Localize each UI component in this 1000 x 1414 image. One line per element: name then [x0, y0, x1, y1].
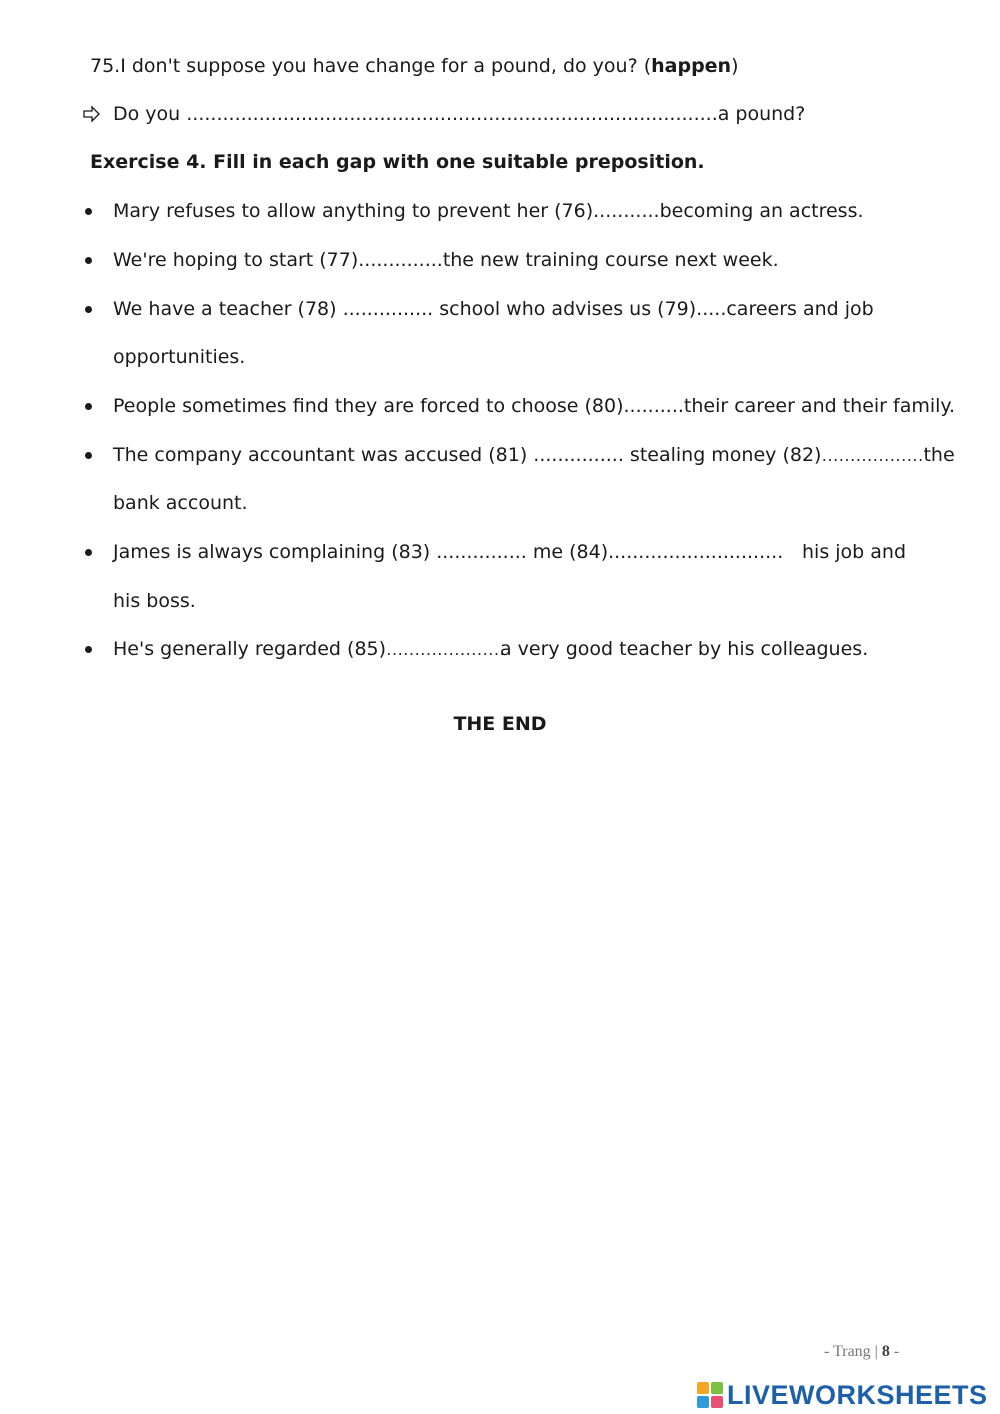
item-84-text: his job and	[802, 541, 907, 563]
question-75-answer	[113, 101, 805, 127]
list-item: People sometimes find they are forced to choose (80)..........their career and their family.	[113, 395, 956, 417]
page-number	[824, 1343, 899, 1361]
exercise-4-heading: Exercise 4. Fill in each gap with one suitable preposition.	[90, 151, 705, 173]
liveworksheets-logo-icon	[697, 1382, 723, 1408]
item-85-rest: a very good teacher by his colleagues.	[500, 638, 869, 660]
list-item: We're hoping to start (77)..............the new training course next week.	[113, 249, 779, 271]
answer-end: a pound?	[717, 103, 806, 125]
answer-gap[interactable]: ........................................................................................	[186, 103, 718, 125]
item-81-text: The company accountant was accused (81) ............... stealing money (82)	[113, 444, 822, 466]
item-83-text: James is always complaining (83) ............... me (84).............................	[113, 541, 784, 563]
question-75-prompt	[90, 53, 739, 79]
answer-start: Do you	[113, 103, 187, 125]
bullet-icon	[85, 646, 92, 653]
item-85-gap[interactable]: …………………	[386, 640, 506, 659]
list-item	[113, 636, 505, 663]
list-item-continuation: opportunities.	[113, 346, 246, 368]
list-item: Mary refuses to allow anything to prevent her (76)...........becoming an actress.	[113, 200, 864, 222]
bullet-icon	[85, 208, 92, 215]
page-number-value: 8	[881, 1343, 890, 1360]
item-82-text: the	[923, 444, 955, 466]
liveworksheets-brand[interactable]	[697, 1378, 988, 1412]
bullet-icon	[85, 403, 92, 410]
list-item: We have a teacher (78) ............... school who advises us (79).....careers and job	[113, 298, 874, 320]
question-75-keyword: happen	[651, 55, 732, 77]
arrow-right-icon	[82, 105, 102, 123]
list-item-continuation: bank account.	[113, 492, 248, 514]
list-item-continuation: his boss.	[113, 590, 196, 612]
question-75-text: 75.I don't suppose you have change for a pound, do you? (	[90, 55, 652, 77]
brand-text: LIVEWORKSHEETS	[727, 1379, 988, 1410]
question-75-close: )	[731, 55, 739, 77]
list-item	[113, 539, 783, 565]
page-suffix: -	[889, 1343, 900, 1360]
item-82-gap[interactable]: ………………	[821, 446, 924, 465]
list-item	[113, 442, 955, 469]
bullet-icon	[85, 257, 92, 264]
bullet-icon	[85, 549, 92, 556]
item-85-text: He's generally regarded (85)	[113, 638, 387, 660]
bullet-icon	[85, 306, 92, 313]
the-end: THE END	[453, 713, 547, 735]
page-prefix: - Trang |	[824, 1343, 882, 1360]
bullet-icon	[85, 452, 92, 459]
